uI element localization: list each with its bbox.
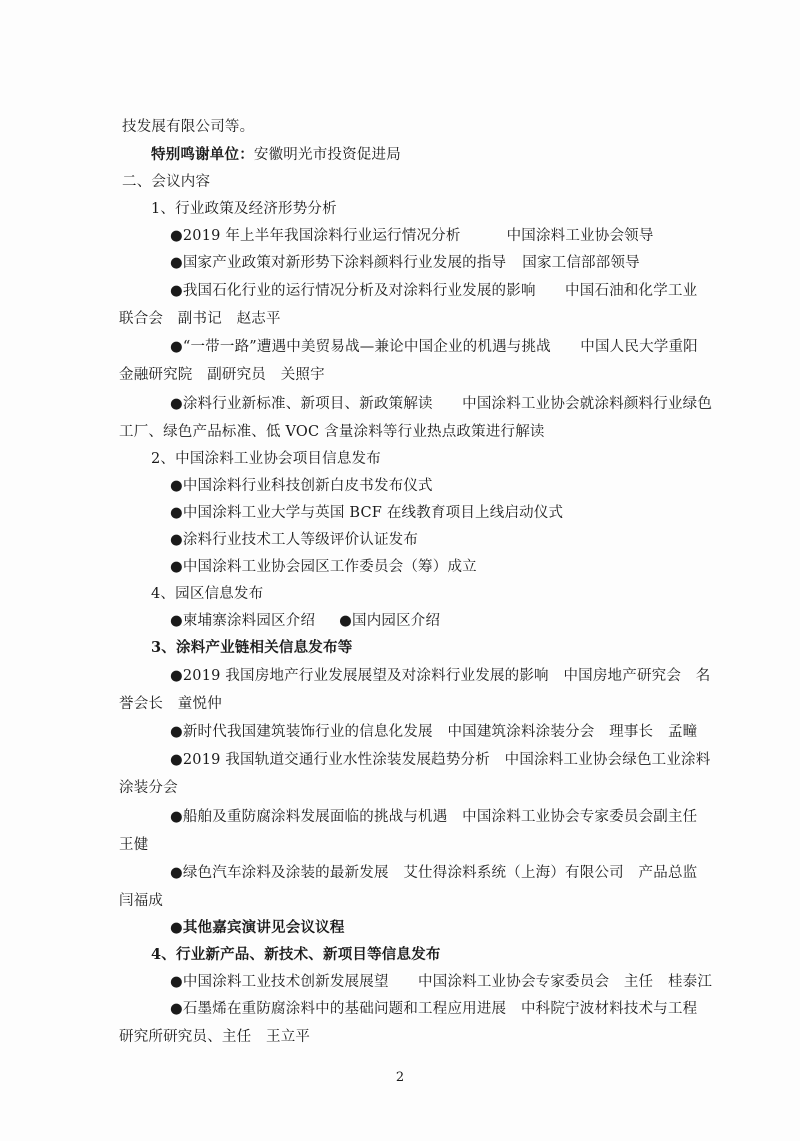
list-item-continued: 工厂、绿色产品标准、低 VOC 含量涂料等行业热点政策进行解读 [119,424,545,440]
list-item: ●涂料行业技术工人等级评价认证发布 [170,532,419,548]
list-item [170,253,640,273]
part-3-heading: 3、涂料产业链相关信息发布等 [151,639,353,656]
list-item-continued: 闫福成 [119,893,164,909]
list-item: ●中国涂料行业科技创新白皮书发布仪式 [170,478,433,494]
park-item-cambodia: ●柬埔寨涂料园区介绍 [170,613,316,629]
list-item [170,226,654,246]
list-item: ●中国涂料工业大学与英国 BCF 在线教育项目上线启动仪式 [170,505,564,521]
list-item-continued: 金融研究院 副研究员 关照宇 [119,367,325,383]
list-item-continued: 誉会长 童悦仲 [119,696,222,712]
item-topic: ●2019 年上半年我国涂料行业运行情况分析 [170,228,461,244]
list-item-continued: 联合会 副书记 赵志平 [119,311,281,327]
intro-tail-text: 技发展有限公司等。 [122,119,255,135]
list-item [170,611,440,631]
list-item-continued: 王健 [119,837,149,853]
section-2-heading: 二、会议内容 [122,174,211,190]
list-item: ●中国涂料工业协会园区工作委员会（筹）成立 [170,559,477,575]
park-item-domestic: ●国内园区介绍 [339,613,441,629]
page-number: 2 [395,1070,405,1085]
list-item: ●2019 我国房地产行业发展展望及对涂料行业发展的影响 中国房地产研究会 名 [170,668,711,684]
part-4-products-heading: 4、行业新产品、新技术、新项目等信息发布 [151,946,441,963]
list-item-continued: 涂装分会 [119,780,178,796]
list-item-continued: 研究所研究员、主任 王立平 [119,1029,311,1045]
list-item: ●涂料行业新标准、新项目、新政策解读 中国涂料工业协会就涂料颜料行业绿色 [170,396,713,412]
other-speakers-note: ●其他嘉宾演讲见会议议程 [170,919,345,936]
list-item: ●石墨烯在重防腐涂料中的基础问题和工程应用进展 中科院宁波材料技术与工程 [170,1001,698,1017]
list-item: ●“一带一路”遭遇中美贸易战—兼论中国企业的机遇与挑战 中国人民大学重阳 [170,339,698,355]
thanks-line [151,145,401,165]
part-1-heading: 1、行业政策及经济形势分析 [151,201,337,217]
list-item: ●船舶及重防腐涂料发展面临的挑战与机遇 中国涂料工业协会专家委员会副主任 [170,809,698,825]
thanks-value: 安徽明光市投资促进局 [253,147,401,163]
item-topic: ●国家产业政策对新形势下涂料颜料行业发展的指导 [170,255,507,271]
list-item: ●新时代我国建筑装饰行业的信息化发展 中国建筑涂料涂装分会 理事长 孟疃 [170,724,698,740]
list-item: ●我国石化行业的运行情况分析及对涂料行业发展的影响 中国石油和化学工业 [170,283,698,299]
part-2-heading: 2、中国涂料工业协会项目信息发布 [151,451,381,467]
item-speaker: 中国涂料工业协会领导 [506,228,654,244]
list-item: ●中国涂料工业技术创新发展展望 中国涂料工业协会专家委员会 主任 桂泰江 [170,974,713,990]
thanks-label: 特别鸣谢单位： [151,146,254,163]
part-4-park-heading: 4、园区信息发布 [151,586,264,602]
list-item: ●绿色汽车涂料及涂装的最新发展 艾仕得涂料系统（上海）有限公司 产品总监 [170,865,698,881]
list-item: ●2019 我国轨道交通行业水性涂装发展趋势分析 中国涂料工业协会绿色工业涂料 [170,752,711,768]
item-speaker: 国家工信部部领导 [522,255,640,271]
